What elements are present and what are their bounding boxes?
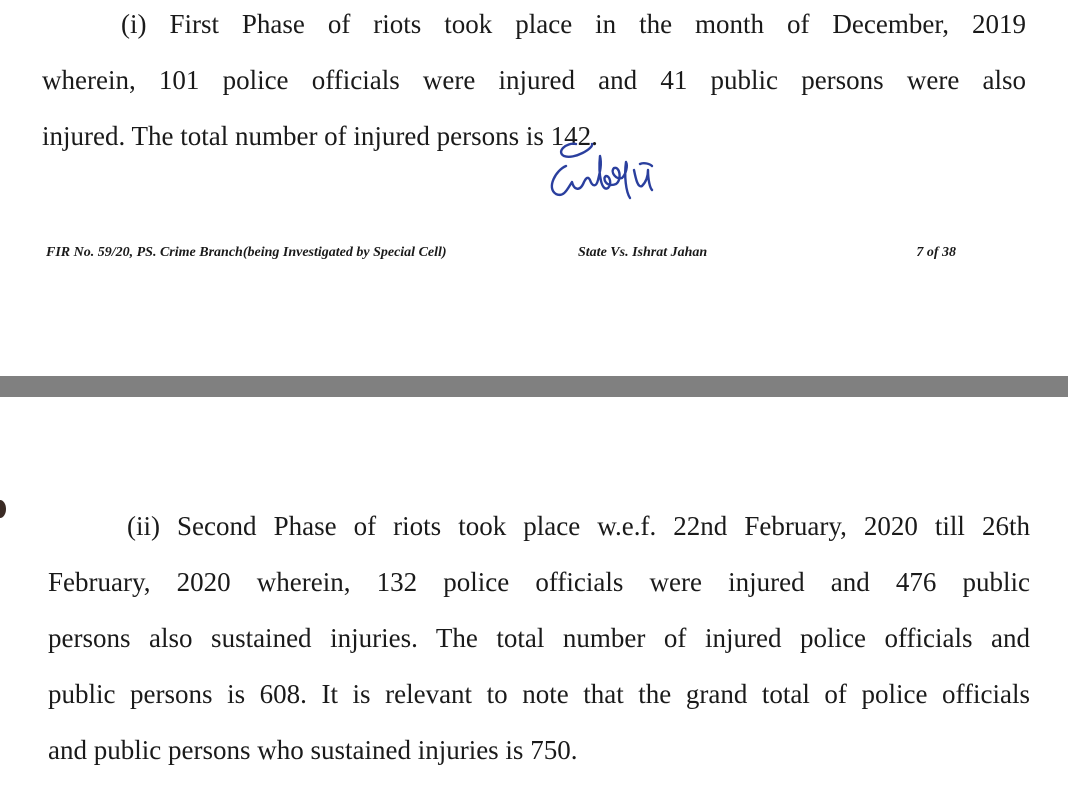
footer-case-title: State Vs. Ishrat Jahan [578,245,708,260]
signature-mark [536,136,676,206]
text-line: (i) First Phase of riots took place in the month of December, 2019 [121,9,1026,39]
text-line: and public persons who sustained injuries is 750. [48,735,578,765]
text-line: February, 2020 wherein, 132 police officials were injured and 476 public [48,567,1030,597]
text-line: persons also sustained injuries. The total number of injured police officials and [48,623,1030,653]
paragraph-second-phase [48,498,1030,778]
text-line: (ii) Second Phase of riots took place w.e.f. 22nd February, 2020 till 26th [127,511,1030,541]
text-line: public persons is 608. It is relevant to note that the grand total of police officials [48,679,1030,709]
text-line: injured. The total number of injured persons is 142. [42,121,598,151]
margin-mark [0,500,6,518]
footer-page-number: 7 of 38 [916,245,956,260]
text-line: wherein, 101 police officials were injured and 41 public persons were also [42,65,1026,95]
paragraph-first-phase [42,0,1026,164]
footer-case-reference: FIR No. 59/20, PS. Crime Branch(being Investigated by Special Cell) [46,245,447,260]
page-divider [0,376,1068,397]
page-footer [46,243,956,263]
